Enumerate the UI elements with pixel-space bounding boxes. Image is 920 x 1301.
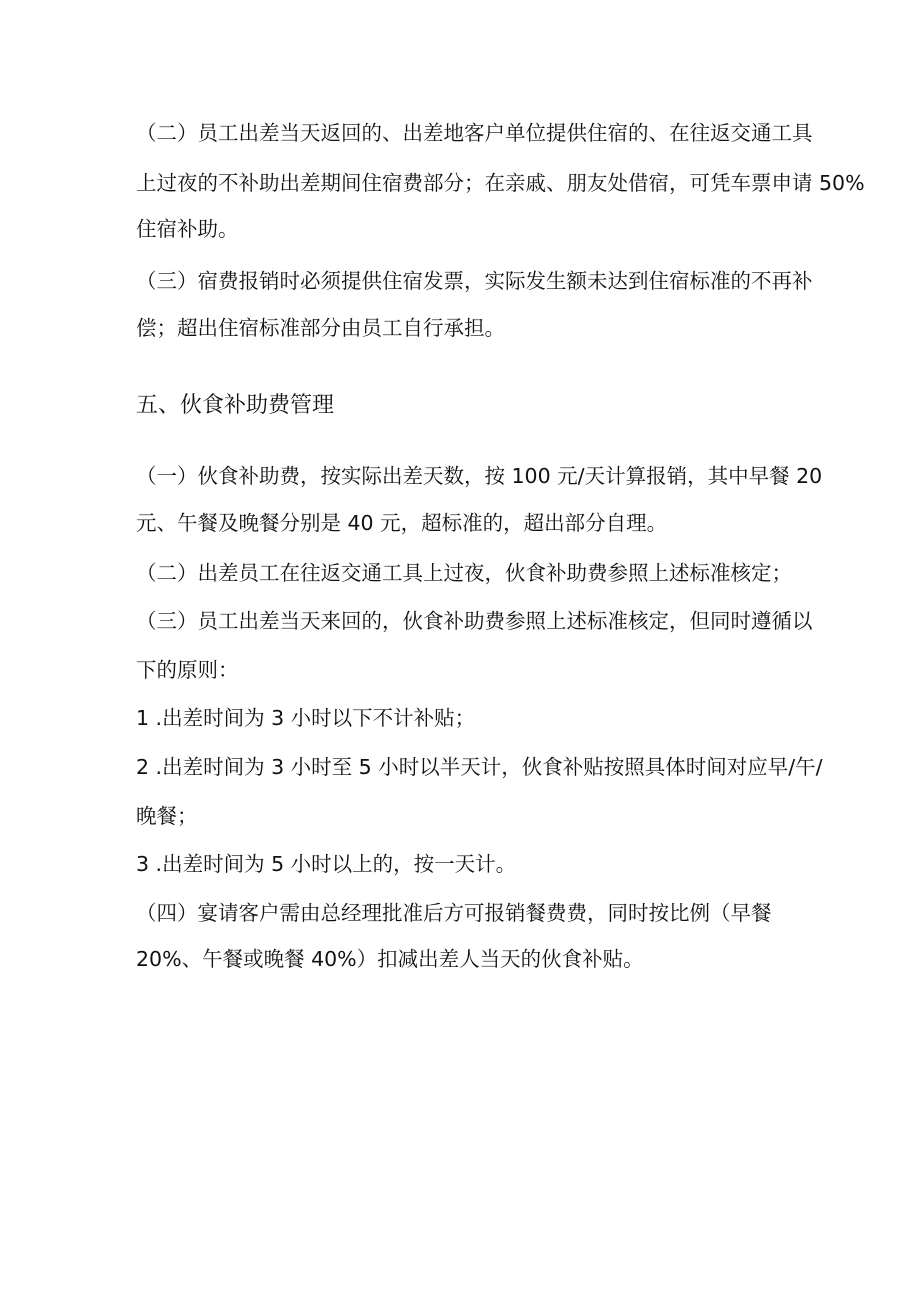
paragraph-line: 偿；超出住宿标准部分由员工自行承担。 <box>136 316 505 340</box>
section-heading: 五、伙食补助费管理 <box>136 393 335 418</box>
paragraph-line: 元、午餐及晚餐分别是 40 元，超标准的，超出部分自理。 <box>136 511 668 535</box>
list-item: 1 .出差时间为 3 小时以下不计补贴； <box>136 706 476 730</box>
paragraph-line: 下的原则： <box>136 658 239 682</box>
paragraph-line: （一）伙食补助费，按实际出差天数，按 100 元/天计算报销，其中早餐 20 <box>136 464 823 488</box>
paragraph-line: 上过夜的不补助出差期间住宿费部分；在亲戚、朋友处借宿，可凭车票申请 50% <box>136 171 865 195</box>
paragraph-line: （三）员工出差当天来回的，伙食补助费参照上述标准核定，但同时遵循以 <box>136 609 813 633</box>
paragraph-line: （四）宴请客户需由总经理批准后方可报销餐费费，同时按比例（早餐 <box>136 901 772 925</box>
list-item: 2 .出差时间为 3 小时至 5 小时以半天计，伙食补贴按照具体时间对应早/午/ <box>136 755 823 779</box>
paragraph-line: （二）员工出差当天返回的、出差地客户单位提供住宿的、在往返交通工具 <box>136 121 813 145</box>
paragraph-line: （二）出差员工在往返交通工具上过夜，伙食补助费参照上述标准核定； <box>136 561 792 585</box>
paragraph-line: 住宿补助。 <box>136 217 239 241</box>
paragraph-line: 20%、午餐或晚餐 40%）扣减出差人当天的伙食补贴。 <box>136 947 644 971</box>
list-item: 晚餐； <box>136 804 198 828</box>
list-item: 3 .出差时间为 5 小时以上的，按一天计。 <box>136 852 517 876</box>
paragraph-line: （三）宿费报销时必须提供住宿发票，实际发生额未达到住宿标准的不再补 <box>136 269 813 293</box>
